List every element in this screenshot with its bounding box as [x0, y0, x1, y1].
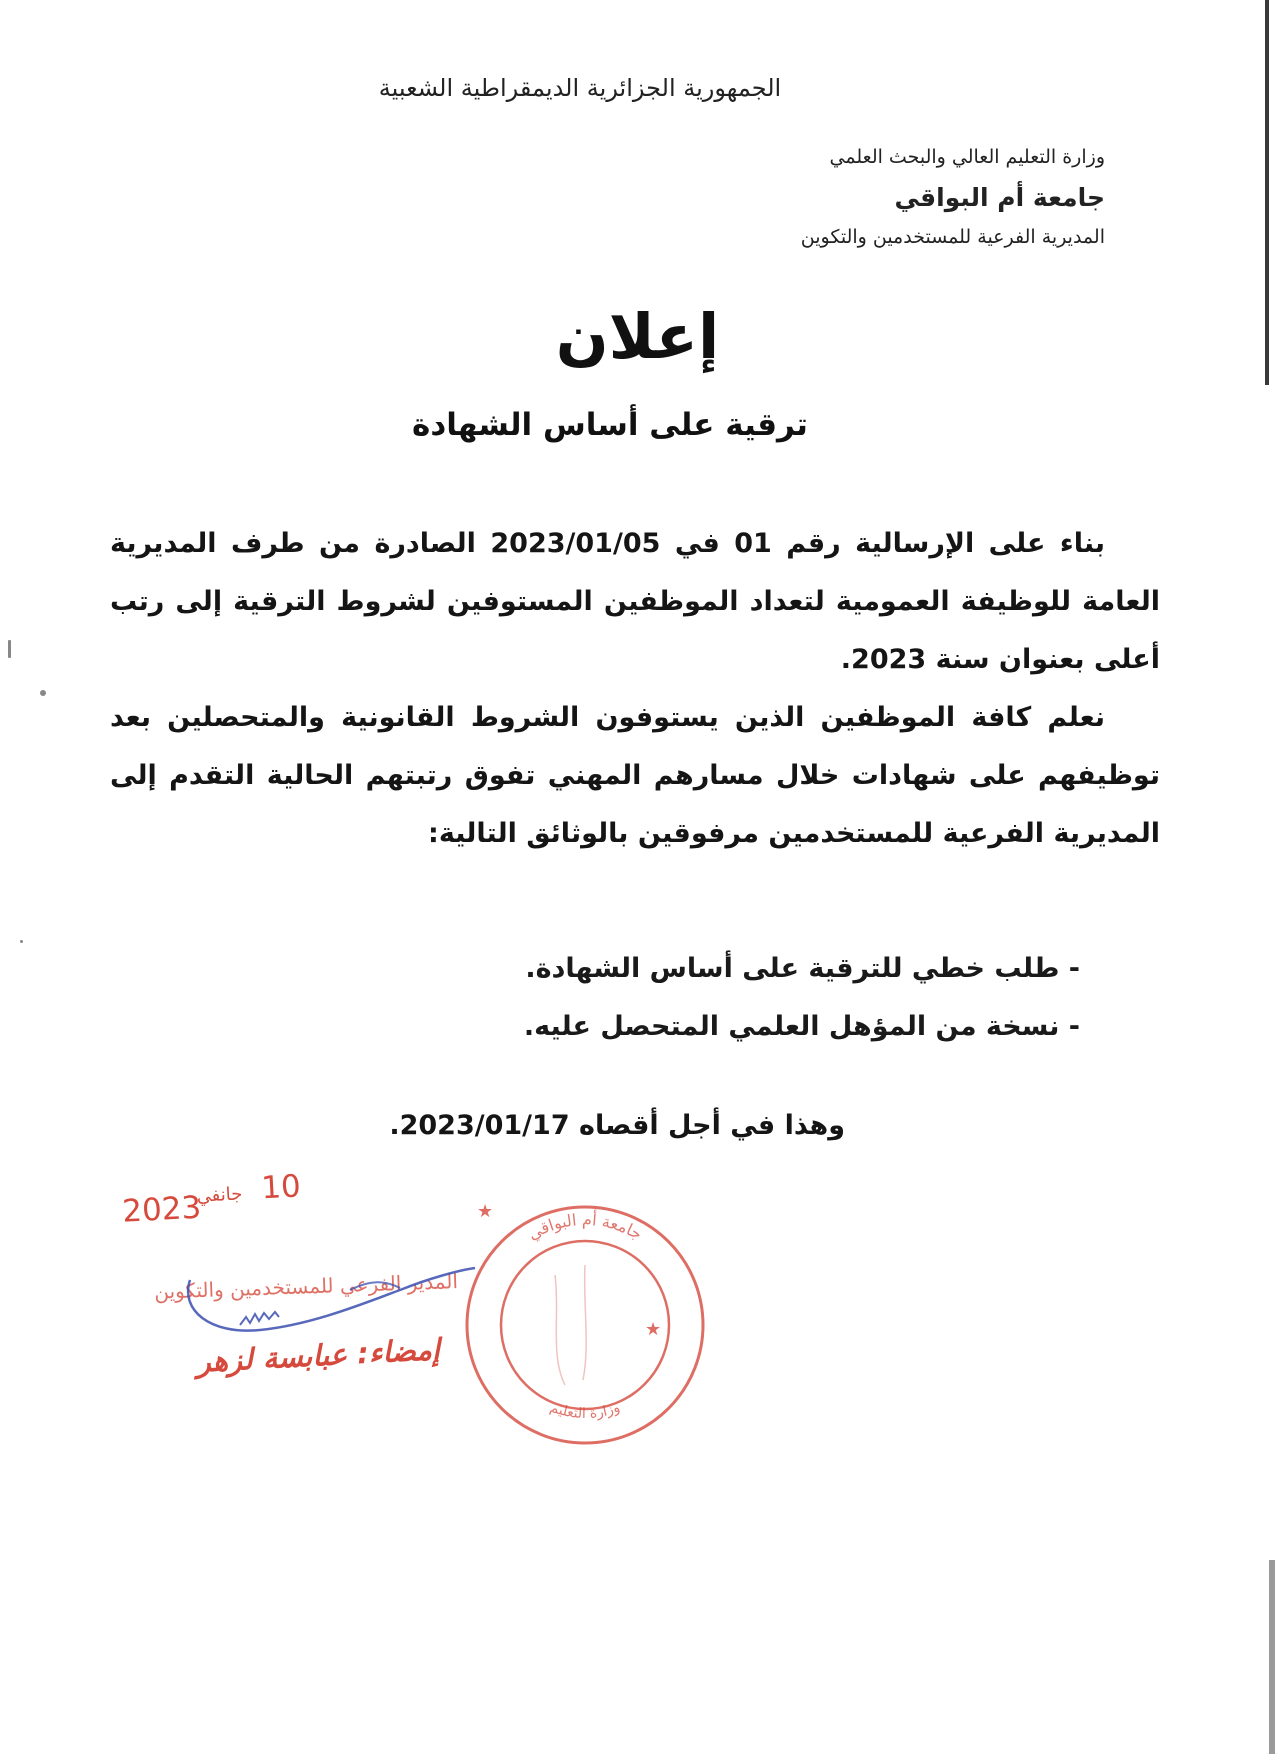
- ministry-name: وزارة التعليم العالي والبحث العلمي: [829, 146, 1105, 168]
- handwritten-signature: [170, 1250, 490, 1350]
- directorate-name: المديرية الفرعية للمستخدمين والتكوين: [800, 226, 1105, 248]
- seal-star-icon: ★: [477, 1201, 494, 1222]
- body-paragraph-1: بناء على الإرسالية رقم 01 في 2023/01/05 الصادرة من طرف المديرية العامة للوظيفة العمومية لتعداد الموظفين المستوفين لشروط الترقية إلى رتب أعلى بعنوان سنة 2023.: [110, 528, 1160, 675]
- date-stamp-day: 10: [260, 1168, 302, 1207]
- list-item: - نسخة من المؤهل العلمي المتحصل عليه.: [280, 998, 1080, 1056]
- date-stamp-year: 2023: [121, 1189, 203, 1230]
- deadline-text: وهذا في أجل أقصاه 2023/01/17.: [389, 1110, 845, 1141]
- scan-speck: [20, 940, 23, 943]
- seal-text-top: جامعة أم البواقي: [524, 1209, 646, 1244]
- official-seal: [455, 1195, 715, 1455]
- scan-speck: [40, 690, 46, 696]
- signatory-title: المدير الفرعي للمستخدمين والتكوين: [153, 1269, 459, 1304]
- republic-heading: الجمهورية الجزائرية الديمقراطية الشعبية: [378, 74, 782, 102]
- body-paragraph-2: نعلم كافة الموظفين الذين يستوفون الشروط القانونية والمتحصلين بعد توظيفهم على شهادات خلال مسارهم المهني تفوق رتبتهم الحالية التقدم إلى المديرية الفرعية للمستخدمين مرفوقين بالوثائق التالية:: [110, 702, 1160, 849]
- date-stamp: [121, 1166, 344, 1237]
- institution-header: [545, 148, 1105, 247]
- announcement-subject: ترقية على أساس الشهادة: [412, 407, 808, 443]
- scan-edge: [1269, 1560, 1275, 1754]
- required-documents-list: [280, 940, 1080, 1056]
- university-name: جامعة أم البواقي: [894, 183, 1105, 212]
- signature-label: إمضاء: عبابسة لزهر: [195, 1332, 441, 1379]
- scan-speck: [8, 640, 11, 658]
- announcement-title: إعلان: [555, 300, 720, 373]
- announcement-body: [110, 515, 1160, 863]
- list-item: - طلب خطي للترقية على أساس الشهادة.: [280, 940, 1080, 998]
- date-stamp-month: جانفي: [196, 1183, 243, 1207]
- seal-star-icon: ★: [645, 1319, 662, 1340]
- seal-text-bottom: وزارة التعليم: [547, 1399, 623, 1422]
